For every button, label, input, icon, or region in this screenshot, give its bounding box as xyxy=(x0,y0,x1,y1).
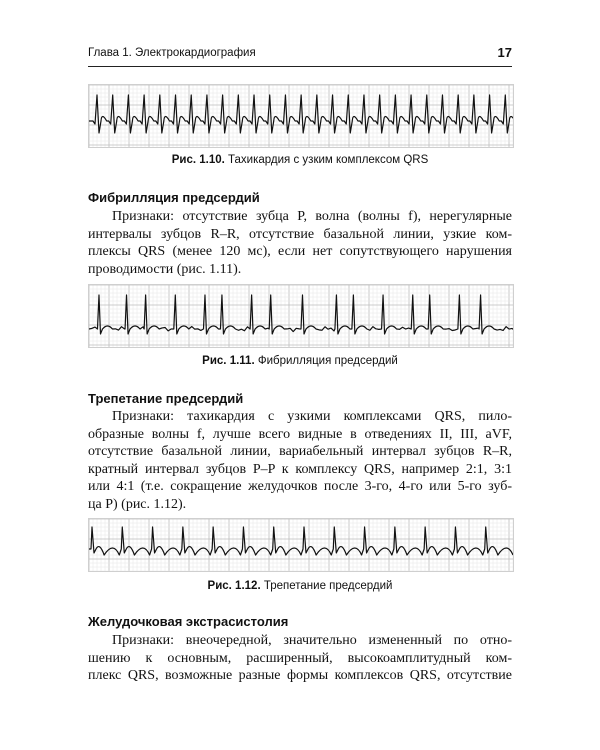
section-text-flutter xyxy=(88,408,512,513)
ecg-strip-fig-1-10 xyxy=(88,84,514,148)
page-header xyxy=(88,44,512,67)
text-line: ца P) (рис. 1.12). xyxy=(88,496,187,512)
text-line: или 4:1 (т.е. сокращение желудочков после 3-го, 4-го или 5-го зуб- xyxy=(88,479,512,494)
section-heading-extrasystole: Желудочковая экстрасистолия xyxy=(88,614,289,629)
figure-label: Рис. 1.10. xyxy=(171,154,225,166)
figure-caption-text: Трепетание предсердий xyxy=(263,580,393,592)
text-line: плекс QRS, возможные разные формы комплексов QRS, отсутствие xyxy=(88,668,512,683)
figure-label: Рис. 1.12. xyxy=(207,580,261,592)
text-line: плексы QRS (менее 120 мс), если нет сопутствующего нарушения xyxy=(88,244,512,259)
figure-label: Рис. 1.11. xyxy=(202,355,255,367)
figure-caption-text: Фибрилляция предсердий xyxy=(257,355,398,367)
text-line: Признаки: отсутствие зубца P, волна (волны f), нерегулярные xyxy=(112,209,512,224)
text-line: Признаки: внеочередной, значительно измененный по отно- xyxy=(112,633,512,648)
text-line: кратный интервал зубцов P–P к комплексу QRS, например 2:1, 3:1 xyxy=(88,461,512,477)
figure-caption-1-12 xyxy=(88,580,512,592)
figure-caption-text: Тахикардия с узким комплексом QRS xyxy=(228,154,429,166)
text-line: отсутствие базальной линии, вариабельный интервал зубцов R–R, xyxy=(88,444,512,459)
section-heading-fibrillation: Фибрилляция предсердий xyxy=(88,190,260,205)
chapter-title: Глава 1. Электрокардиография xyxy=(88,47,256,59)
text-line: Признаки: тахикардия с узкими комплексами QRS, пило- xyxy=(112,409,512,424)
figure-caption-1-10 xyxy=(88,154,512,166)
section-text-fibrillation xyxy=(88,208,512,278)
text-line: шению к основным, расширенный, высокоамплитудный ком- xyxy=(88,650,512,666)
page-number: 17 xyxy=(497,45,512,60)
ecg-strip-fig-1-11 xyxy=(88,284,514,348)
text-line: образные волны f, лучше всего видные в отведениях II, III, aVF, xyxy=(88,426,512,442)
text-line: интервалы зубцов R–R, отсутствие базальной линии, узкие ком- xyxy=(88,226,512,242)
section-heading-flutter: Трепетание предсердий xyxy=(88,391,244,406)
section-text-extrasystole xyxy=(88,632,512,685)
text-line: проводимости (рис. 1.11). xyxy=(88,261,242,277)
figure-caption-1-11 xyxy=(88,355,512,367)
ecg-grid xyxy=(89,85,513,147)
ecg-strip-fig-1-12 xyxy=(88,518,514,572)
